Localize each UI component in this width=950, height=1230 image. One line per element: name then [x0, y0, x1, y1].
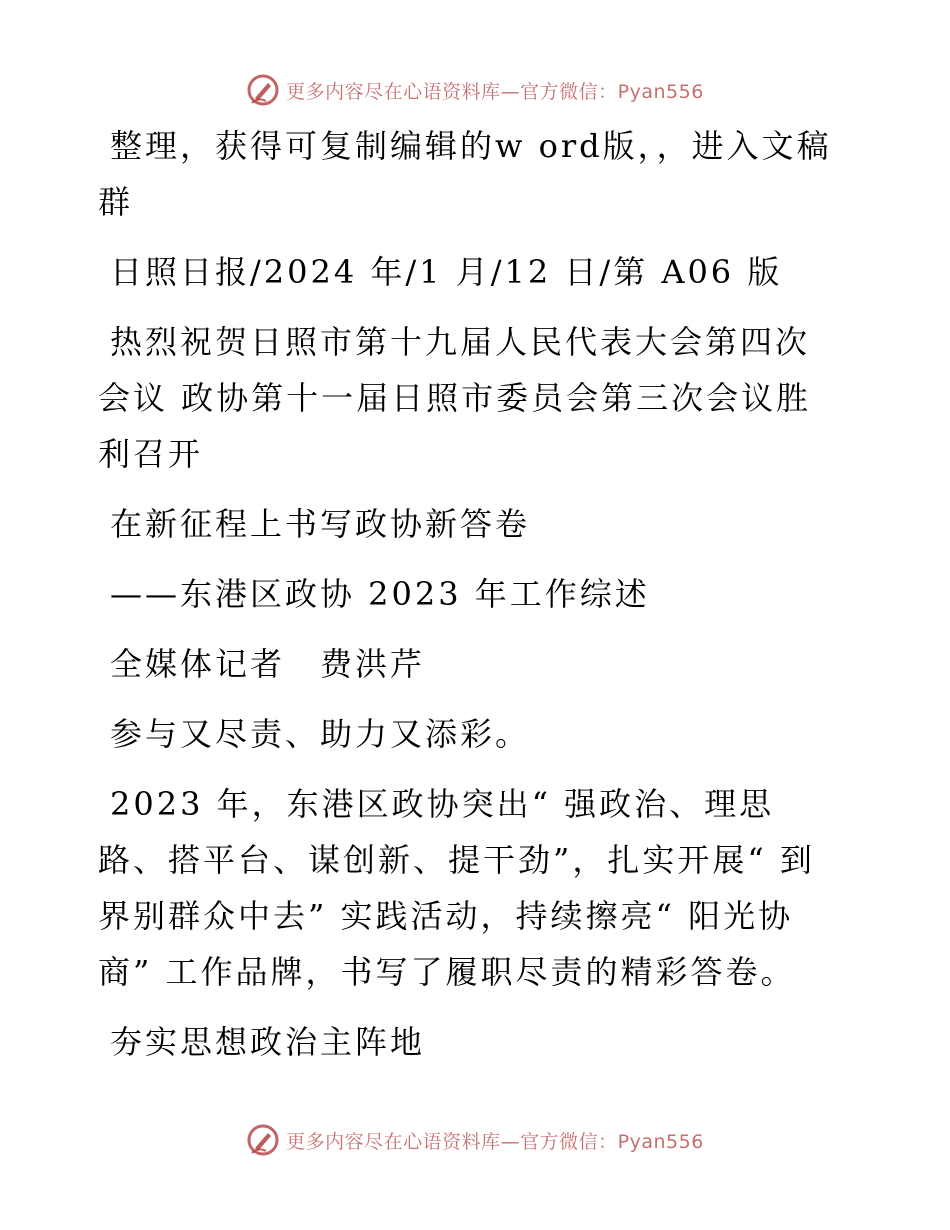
article-subtitle: ——东港区政协 2023 年工作综述: [110, 575, 650, 613]
pen-circle-logo-icon: [246, 1123, 280, 1157]
watermark-text: 更多内容尽在心语资料库—官方微信：Pyan556: [286, 1130, 704, 1153]
paragraph-intro: 整理，获得可复制编辑的w ord版，，进入文稿群: [98, 127, 832, 221]
article-title: 在新征程上书写政协新答卷: [110, 505, 531, 543]
paragraph-summary: 2023 年，东港区政协突出“ 强政治、理思路、搭平台、谋创新、提干劲”，扎实开展“ 到界别群众中去” 实践活动，持续擦亮“ 阳光协商” 工作品牌，书写了履职尽责的精彩答卷。: [98, 785, 815, 991]
pen-circle-logo-icon: [246, 73, 280, 107]
paragraph-source: 日照日报/2024 年/1 月/12 日/第 A06 版: [110, 253, 783, 291]
paragraph-lead: 参与又尽责、助力又添彩。: [110, 715, 531, 753]
watermark-text: 更多内容尽在心语资料库—官方微信：Pyan556: [286, 80, 704, 103]
header-watermark: [0, 70, 950, 110]
document-body: [98, 118, 838, 1084]
article-byline: 全媒体记者 费洪芹: [110, 645, 426, 683]
section-heading: 夯实思想政治主阵地: [110, 1023, 426, 1061]
paragraph-celebration: 热烈祝贺日照市第十九届人民代表大会第四次会议 政协第十一届日照市委员会第三次会议胜利召开: [98, 323, 812, 473]
footer-watermark: [0, 1120, 950, 1160]
